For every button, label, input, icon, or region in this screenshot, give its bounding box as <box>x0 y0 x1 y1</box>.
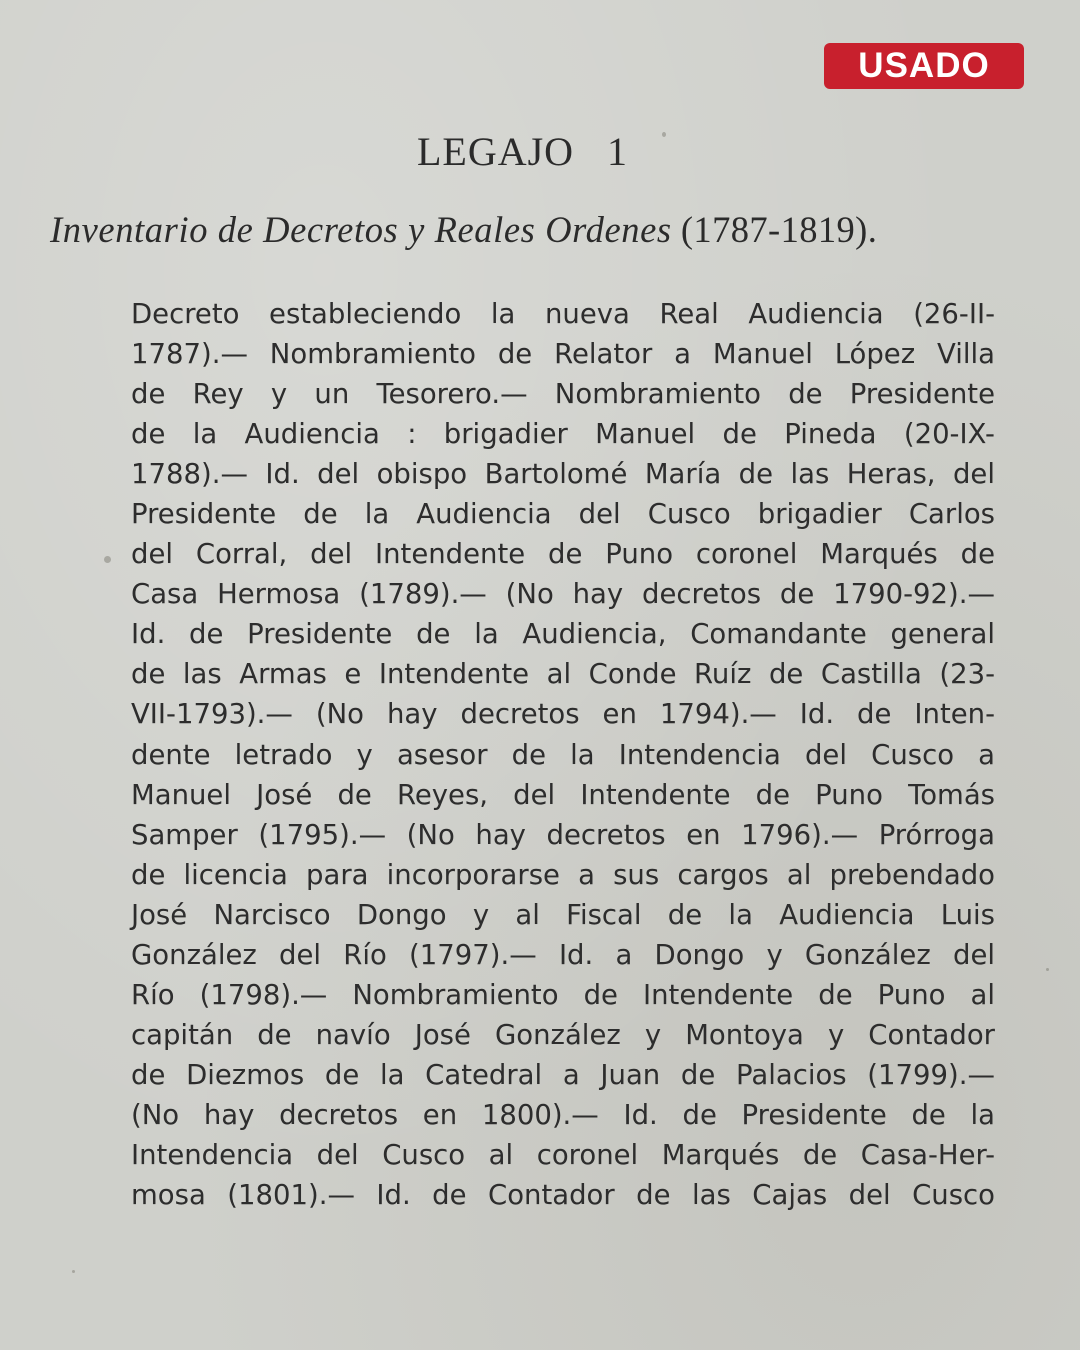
paper-speck <box>662 132 666 137</box>
page-heading: LEGAJO 1 <box>416 129 629 174</box>
body-line: dente letrado y asesor de la Intendencia del Cusco a <box>131 738 995 771</box>
body-line: Id. de Presidente de la Audiencia, Comandante general <box>131 618 995 651</box>
body-line: Decreto estableciendo la nueva Real Audiencia (26-II- <box>131 298 995 330</box>
body-paragraph <box>131 294 995 1215</box>
body-line: mosa (1801).— Id. de Contador de las Cajas del Cusco <box>131 1179 995 1212</box>
body-line: José Narcisco Dongo y al Fiscal de la Audiencia Luis <box>131 898 995 931</box>
body-line: Manuel José de Reyes, del Intendente de Puno Tomás <box>131 778 995 811</box>
paper-speck <box>1046 968 1049 971</box>
body-line: Presidente de la Audiencia del Cusco brigadier Carlos <box>131 498 995 531</box>
used-badge: USADO <box>824 43 1024 89</box>
body-line: de Diezmos de la Catedral a Juan de Palacios (1799).— <box>131 1058 995 1091</box>
body-line: Río (1798).— Nombramiento de Intendente de Puno al <box>131 978 995 1011</box>
body-line: Casa Hermosa (1789).— (No hay decretos de 1790-92).— <box>131 578 995 611</box>
subtitle-dates: (1787-1819). <box>680 209 878 250</box>
body-line: de licencia para incorporarse a sus cargos al prebendado <box>131 858 995 891</box>
subtitle-title: Inventario de Decretos y Reales Ordenes <box>50 209 672 250</box>
body-line: 1788).— Id. del obispo Bartolomé María de las Heras, del <box>131 458 995 491</box>
body-line: VII-1793).— (No hay decretos en 1794).— Id. de Inten- <box>131 698 995 731</box>
section-subtitle <box>50 208 1010 251</box>
body-line: del Corral, del Intendente de Puno coronel Marqués de <box>131 538 995 571</box>
body-line: Intendencia del Cusco al coronel Marqués de Casa-Her- <box>131 1138 995 1171</box>
body-line: Samper (1795).— (No hay decretos en 1796).— Prórroga <box>131 818 995 851</box>
body-line: de Rey y un Tesorero.— Nombramiento de Presidente <box>131 378 995 411</box>
body-line: (No hay decretos en 1800).— Id. de Presidente de la <box>131 1098 995 1131</box>
paper-speck <box>72 1270 75 1273</box>
body-line: de la Audiencia : brigadier Manuel de Pineda (20-IX- <box>131 418 995 451</box>
body-line: de las Armas e Intendente al Conde Ruíz de Castilla (23- <box>131 658 995 691</box>
body-line: 1787).— Nombramiento de Relator a Manuel López Villa <box>131 338 995 371</box>
body-line: González del Río (1797).— Id. a Dongo y González del <box>131 938 995 971</box>
body-line: capitán de navío José González y Montoya y Contador <box>131 1018 995 1051</box>
paper-speck <box>104 556 111 563</box>
